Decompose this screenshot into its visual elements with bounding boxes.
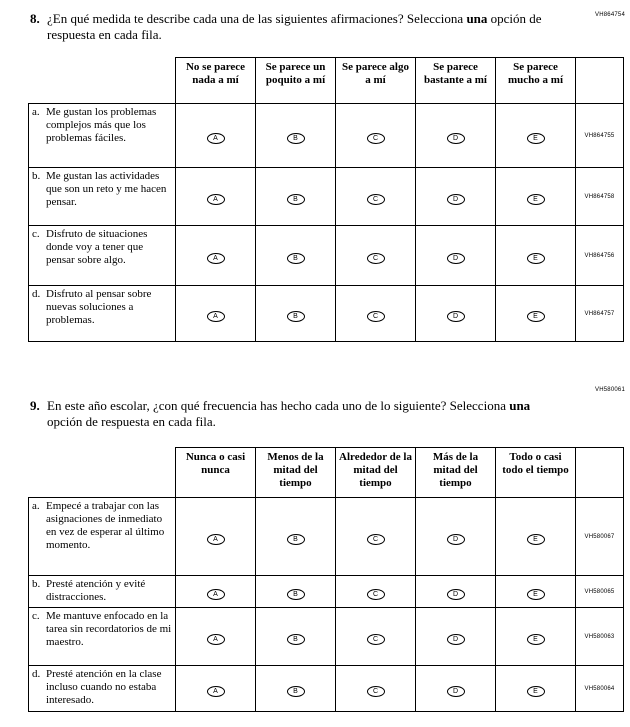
q9-c-bubble-e[interactable]: E <box>527 634 545 645</box>
q9-row-d-letter: d. <box>32 668 41 681</box>
q8-c-option-cell-1 <box>176 226 256 286</box>
q9-row-c-letter: c. <box>32 610 40 623</box>
q9-statement-a <box>29 498 176 576</box>
q9-row-a <box>29 498 624 576</box>
question-8-number: 8. <box>30 11 40 26</box>
q9-b-bubble-e[interactable]: E <box>527 589 545 600</box>
q8-row-a-letter: a. <box>32 106 40 119</box>
q9-row-d-text: Presté atención en la clase incluso cuando no estaba interesado. <box>46 668 162 707</box>
q8-b-bubble-a[interactable]: A <box>207 194 225 205</box>
q8-d-option-cell-5 <box>496 286 576 342</box>
q8-a-bubble-b[interactable]: B <box>287 133 305 144</box>
q9-b-bubble-b[interactable]: B <box>287 589 305 600</box>
q9-row-b-letter: b. <box>32 578 41 591</box>
question-9-text-bold: una <box>509 398 531 414</box>
q8-d-bubble-e[interactable]: E <box>527 311 545 322</box>
q9-header-row <box>29 448 624 498</box>
q9-row-c <box>29 608 624 666</box>
question-8-text-part2: opción de respuesta en cada fila. <box>47 11 542 42</box>
q9-a-option-cell-1 <box>176 498 256 576</box>
question-8 <box>0 11 630 342</box>
q8-row-c <box>29 226 624 286</box>
q8-row-b-letter: b. <box>32 170 41 183</box>
q9-a-option-cell-4 <box>416 498 496 576</box>
question-9-text-part1: En este año escolar, ¿con qué frecuencia has hecho cada uno de lo siguiente? Selecciona <box>47 398 510 414</box>
q9-b-option-cell-3 <box>336 576 416 608</box>
q9-code-header-cell <box>576 448 624 498</box>
q9-c-bubble-b[interactable]: B <box>287 634 305 645</box>
q9-c-bubble-c[interactable]: C <box>367 634 385 645</box>
q9-d-option-cell-5 <box>496 666 576 712</box>
q8-b-bubble-d[interactable]: D <box>447 194 465 205</box>
q9-statement-d <box>29 666 176 712</box>
q9-b-option-cell-1 <box>176 576 256 608</box>
q9-row-c-code: VH580063 <box>576 608 624 666</box>
q8-b-bubble-c[interactable]: C <box>367 194 385 205</box>
question-8-header <box>0 11 630 42</box>
q8-a-option-cell-5 <box>496 104 576 168</box>
q8-row-a <box>29 104 624 168</box>
q9-row-a-letter: a. <box>32 500 40 513</box>
q8-c-option-cell-2 <box>256 226 336 286</box>
q8-a-bubble-d[interactable]: D <box>447 133 465 144</box>
q8-column-header-4: Se parece bastante a mí <box>416 58 496 104</box>
q9-column-header-1: Nunca o casi nunca <box>176 448 256 498</box>
q9-statement-b <box>29 576 176 608</box>
q9-row-c-text: Me mantuve enfocado en la tarea sin recordatorios de mi maestro. <box>46 610 172 649</box>
q9-d-bubble-c[interactable]: C <box>367 686 385 697</box>
q8-b-option-cell-2 <box>256 168 336 226</box>
q9-b-option-cell-4 <box>416 576 496 608</box>
q8-a-option-cell-2 <box>256 104 336 168</box>
q9-a-option-cell-5 <box>496 498 576 576</box>
q8-c-option-cell-3 <box>336 226 416 286</box>
q9-c-bubble-d[interactable]: D <box>447 634 465 645</box>
q8-row-a-code: VH864755 <box>576 104 624 168</box>
question-8-text <box>47 11 552 42</box>
q9-d-bubble-a[interactable]: A <box>207 686 225 697</box>
q8-b-option-cell-1 <box>176 168 256 226</box>
q8-d-bubble-b[interactable]: B <box>287 311 305 322</box>
q9-a-option-cell-3 <box>336 498 416 576</box>
q9-d-option-cell-4 <box>416 666 496 712</box>
q8-d-option-cell-2 <box>256 286 336 342</box>
q8-a-bubble-c[interactable]: C <box>367 133 385 144</box>
q9-a-bubble-c[interactable]: C <box>367 534 385 545</box>
q8-row-d-text: Disfruto al pensar sobre nuevas soluciones a problemas. <box>46 288 152 327</box>
q8-empty-corner-cell <box>29 58 176 104</box>
q8-b-option-cell-4 <box>416 168 496 226</box>
question-8-text-part1: ¿En qué medida te describe cada una de las siguientes afirmaciones? Selecciona <box>47 11 467 26</box>
q8-a-option-cell-3 <box>336 104 416 168</box>
q9-c-option-cell-3 <box>336 608 416 666</box>
q9-d-bubble-e[interactable]: E <box>527 686 545 697</box>
q8-d-option-cell-4 <box>416 286 496 342</box>
q9-row-d <box>29 666 624 712</box>
q8-code-header-cell <box>576 58 624 104</box>
q8-header-row <box>29 58 624 104</box>
q9-b-bubble-a[interactable]: A <box>207 589 225 600</box>
q8-statement-a <box>29 104 176 168</box>
q8-a-option-cell-1 <box>176 104 256 168</box>
q8-statement-d <box>29 286 176 342</box>
q8-c-bubble-b[interactable]: B <box>287 253 305 264</box>
q9-d-bubble-d[interactable]: D <box>447 686 465 697</box>
q8-row-b-text: Me gustan las actividades que son un reto y me hacen pensar. <box>46 170 167 209</box>
q8-d-option-cell-3 <box>336 286 416 342</box>
q9-a-bubble-e[interactable]: E <box>527 534 545 545</box>
q8-a-bubble-e[interactable]: E <box>527 133 545 144</box>
q9-empty-corner-cell <box>29 448 176 498</box>
q8-d-bubble-c[interactable]: C <box>367 311 385 322</box>
q9-c-option-cell-2 <box>256 608 336 666</box>
q8-a-option-cell-4 <box>416 104 496 168</box>
q8-row-d-letter: d. <box>32 288 41 301</box>
q9-b-bubble-d[interactable]: D <box>447 589 465 600</box>
q8-d-option-cell-1 <box>176 286 256 342</box>
q8-c-bubble-c[interactable]: C <box>367 253 385 264</box>
question-8-text-bold: una <box>466 11 488 26</box>
q8-column-header-1: No se parece nada a mí <box>176 58 256 104</box>
q9-row-a-text: Empecé a trabajar con las asignaciones de inmediato en vez de esperar al último momento. <box>46 500 165 552</box>
q8-column-header-3: Se parece algo a mí <box>336 58 416 104</box>
q8-c-bubble-d[interactable]: D <box>447 253 465 264</box>
q9-c-option-cell-4 <box>416 608 496 666</box>
q9-c-option-cell-1 <box>176 608 256 666</box>
q9-row-d-code: VH580064 <box>576 666 624 712</box>
q8-b-option-cell-5 <box>496 168 576 226</box>
q8-d-bubble-d[interactable]: D <box>447 311 465 322</box>
q9-row-b-code: VH580065 <box>576 576 624 608</box>
q8-a-bubble-a[interactable]: A <box>207 133 225 144</box>
q9-d-option-cell-2 <box>256 666 336 712</box>
q9-c-bubble-a[interactable]: A <box>207 634 225 645</box>
q8-row-c-code: VH864756 <box>576 226 624 286</box>
q8-c-option-cell-4 <box>416 226 496 286</box>
q8-row-b <box>29 168 624 226</box>
q8-row-d-code: VH864757 <box>576 286 624 342</box>
q8-b-bubble-b[interactable]: B <box>287 194 305 205</box>
q9-column-header-5: Todo o casi todo el tiempo <box>496 448 576 498</box>
question-9-code: VH580061 <box>595 387 625 394</box>
question-8-code: VH864754 <box>595 12 625 18</box>
q8-b-bubble-e[interactable]: E <box>527 194 545 205</box>
q9-column-header-3: Alrededor de la mitad del tiempo <box>336 448 416 498</box>
q9-b-option-cell-2 <box>256 576 336 608</box>
q8-statement-b <box>29 168 176 226</box>
q8-row-b-code: VH864758 <box>576 168 624 226</box>
q9-a-bubble-b[interactable]: B <box>287 534 305 545</box>
q9-response-table <box>28 447 624 712</box>
question-9-text-part2: opción de respuesta en cada fila. <box>47 413 216 429</box>
q9-c-option-cell-5 <box>496 608 576 666</box>
q9-a-bubble-d[interactable]: D <box>447 534 465 545</box>
q9-d-option-cell-1 <box>176 666 256 712</box>
q8-row-c-letter: c. <box>32 228 40 241</box>
q8-column-header-5: Se parece mucho a mí <box>496 58 576 104</box>
q8-row-a-text: Me gustan los problemas complejos más que los problemas fáciles. <box>46 106 157 145</box>
q8-column-header-2: Se parece un poquito a mí <box>256 58 336 104</box>
q9-a-option-cell-2 <box>256 498 336 576</box>
q8-c-option-cell-5 <box>496 226 576 286</box>
q9-row-a-code: VH580067 <box>576 498 624 576</box>
q9-statement-c <box>29 608 176 666</box>
question-9 <box>0 387 630 712</box>
q9-a-bubble-a[interactable]: A <box>207 534 225 545</box>
q9-d-option-cell-3 <box>336 666 416 712</box>
q8-c-bubble-a[interactable]: A <box>207 253 225 264</box>
q8-statement-c <box>29 226 176 286</box>
q9-d-bubble-b[interactable]: B <box>287 686 305 697</box>
q8-c-bubble-e[interactable]: E <box>527 253 545 264</box>
q9-row-b <box>29 576 624 608</box>
q9-row-b-text: Presté atención y evité distracciones. <box>46 578 146 604</box>
q8-b-option-cell-3 <box>336 168 416 226</box>
q9-b-bubble-c[interactable]: C <box>367 589 385 600</box>
q9-column-header-4: Más de la mitad del tiempo <box>416 448 496 498</box>
q8-d-bubble-a[interactable]: A <box>207 311 225 322</box>
q9-b-option-cell-5 <box>496 576 576 608</box>
q8-row-c-text: Disfruto de situaciones donde voy a tener que pensar sobre algo. <box>46 228 148 267</box>
q9-column-header-2: Menos de la mitad del tiempo <box>256 448 336 498</box>
q8-row-d <box>29 286 624 342</box>
question-9-text <box>47 398 552 429</box>
question-9-header <box>0 387 630 429</box>
question-9-number: 9. <box>30 398 40 414</box>
q8-response-table <box>28 57 624 342</box>
